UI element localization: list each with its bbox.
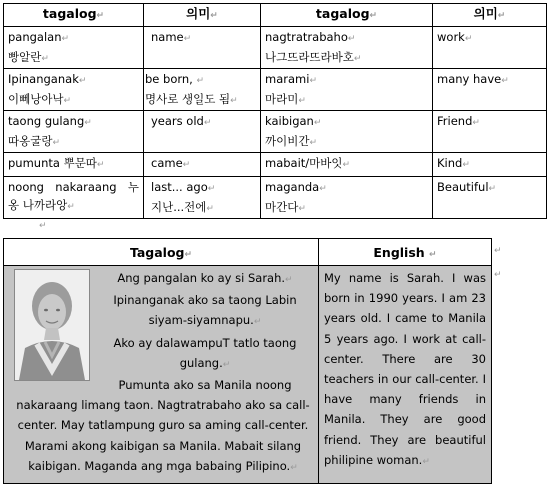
portrait-photo-icon: [14, 269, 90, 381]
tagalog-word: noong nakaraang 누 옹 나까라앙↵: [4, 177, 144, 219]
tagalog-word: maganda↵ 마간다↵: [261, 177, 433, 219]
table-row: [4, 153, 547, 177]
meaning: name↵: [144, 27, 261, 69]
table-row: [4, 111, 547, 153]
paragraph-mark: ↵: [494, 270, 502, 280]
tagalog-cell: [4, 266, 319, 484]
table-row: [4, 177, 547, 219]
header-meaning-2: 의미↵: [433, 4, 547, 27]
tagalog-word: pangalan↵ 빵알란↵: [4, 27, 144, 69]
meaning: Friend↵: [433, 111, 547, 153]
english-cell: [319, 266, 492, 484]
tagalog-word: nagtratrabaho↵ 나그뜨라뜨라바호↵: [261, 27, 433, 69]
profile-header-row: [4, 239, 492, 266]
meaning: many have↵: [433, 69, 547, 111]
header-meaning-1: 의미↵: [144, 4, 261, 27]
header-tagalog-1: tagalog↵: [4, 4, 144, 27]
tagalog-word: kaibigan↵ 까이비간↵: [261, 111, 433, 153]
profile-table: [3, 238, 492, 484]
meaning: came↵: [144, 153, 261, 177]
tagalog-paragraph-text: Ang pangalan ko ay si Sarah.↵ Ipinanganak ako sa taong Labin siyam-siyamnapu.↵ Ako ay dalawampuT tatlo taong gulang.↵ Pumunta ako sa Manila noong nakaraang limang taon. Nagtratrabaho ako sa call-center. May tatlampung guro sa aming call-center. Marami akong kaibigan sa Manila. Mabait silang kaibigan. Maganda ang mga babaing Pilipino.↵: [16, 271, 310, 473]
header-tagalog-2: tagalog↵: [261, 4, 433, 27]
paragraph-mark: ↵: [494, 246, 502, 256]
meaning: Kind↵: [433, 153, 547, 177]
tagalog-word: mabait/마바잇↵: [261, 153, 433, 177]
meaning: last... ago↵ 지난...전에↵: [144, 177, 261, 219]
meaning: work↵: [433, 27, 547, 69]
tagalog-word: pumunta 뿌문따↵: [4, 153, 144, 177]
tagalog-word: marami↵ 마라미↵: [261, 69, 433, 111]
meaning: be born, ↵ 명사로 생일도 됨↵: [144, 69, 261, 111]
vocabulary-table: [3, 3, 547, 219]
tagalog-word: Ipinanganak↵ 이뻬낭아낙↵: [4, 69, 144, 111]
english-paragraph-text: My name is Sarah. I was born in 1990 years. I am 23 years old. I came to Manila 5 years ago. I work at call-center. There are 30 teachers in our call-center. I have many friends in Manila. They are good friend. They are beautiful philipine woman.↵: [324, 271, 486, 467]
meaning: years old↵: [144, 111, 261, 153]
header-tagalog: Tagalog↵: [4, 239, 319, 266]
vocab-header-row: [4, 4, 547, 27]
paragraph-mark: ↵: [39, 221, 47, 231]
profile-body-row: [4, 266, 492, 484]
table-row: [4, 69, 547, 111]
tagalog-word: taong gulang↵ 따옹굴랑↵: [4, 111, 144, 153]
header-english: English ↵: [319, 239, 492, 266]
meaning: Beautiful↵: [433, 177, 547, 219]
table-row: [4, 27, 547, 69]
